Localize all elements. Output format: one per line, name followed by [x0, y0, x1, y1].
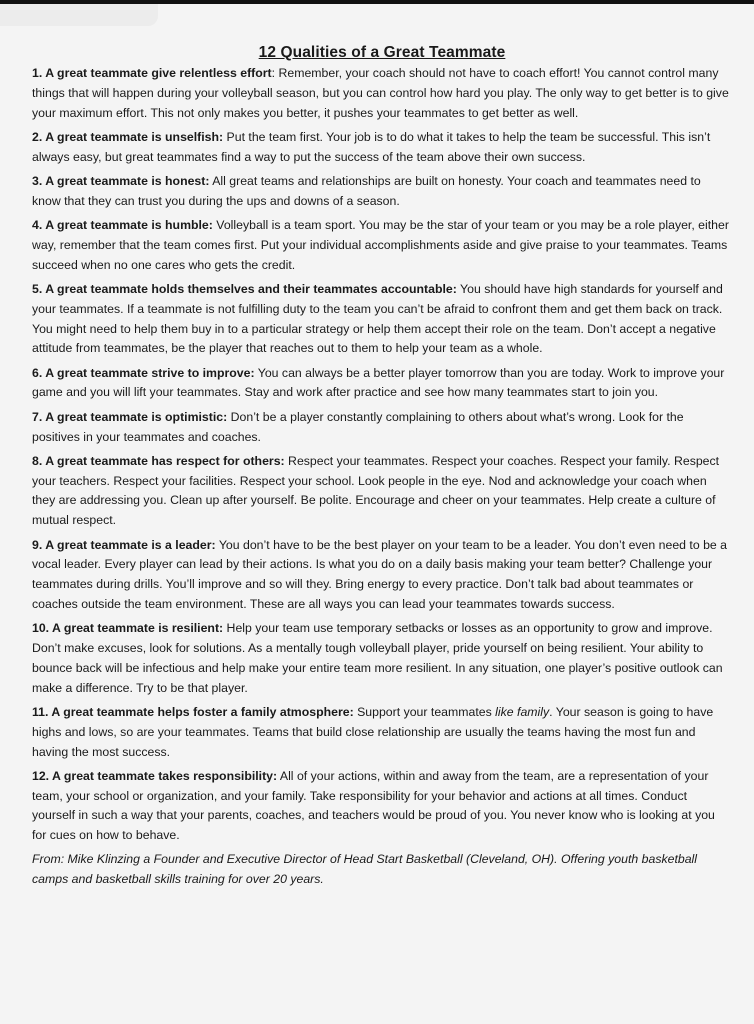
- quality-body: Support your teammates: [353, 704, 496, 719]
- attribution-footer: From: Mike Klinzing a Founder and Executive Director of Head Start Basketball (Cleveland, OH). Offering youth basketball camps and basketball skills training for over 20 years.: [32, 852, 698, 887]
- quality-heading: 2. A great teammate is unselfish:: [32, 129, 224, 144]
- document-page: [32, 44, 732, 890]
- quality-emphasis: like family: [495, 704, 550, 719]
- quality-body: Volleyball is a team sport. You may be the star of your team or you may be a role player, either way, remember that the team comes first. Put your individual accomplishments aside and give praise to your teammates. Teams succeed when no one cares who gets the credit.: [32, 218, 729, 272]
- quality-item-10: [32, 619, 732, 698]
- quality-item-6: [32, 364, 732, 404]
- quality-body: Remember, your coach should not have to coach effort! You cannot control many things that will happen during your volleyball season, but you can control how hard you play. The only way to get better is to give your maximum effort. This not only makes you better, it pushes your teammates to get better as well.: [32, 66, 729, 120]
- quality-heading: 3. A great teammate is honest:: [32, 173, 210, 188]
- quality-heading: 11. A great teammate helps foster a family atmosphere:: [32, 704, 354, 719]
- quality-heading: 1. A great teammate give relentless effort: [32, 66, 272, 80]
- quality-item-7: [32, 408, 732, 448]
- quality-body: Help your team use temporary setbacks or losses as an opportunity to grow and improve. Don’t make excuses, look for solutions. As a mentally tough volleyball player, pride yourself on being resilient. Your ability to bounce back will be infectious and help make your entire team more resilient. In any situation, one player’s positive outlook can make a difference. Try to be that player.: [32, 621, 723, 695]
- quality-body: You should have high standards for yourself and your teammates. If a teammate is not fulfilling duty to the team you can’t be afraid to confront them and get them back on track. You might need to help them buy in to a particular strategy or help them accept their role on the team. Don’t accept a negative attitude from teammates, be the player that reaches out to them to help your team as a whole.: [32, 281, 723, 356]
- quality-item-11: [32, 703, 732, 762]
- quality-heading: 12. A great teammate takes responsibility:: [32, 768, 278, 783]
- quality-item-4: [32, 216, 732, 275]
- quality-sep: :: [271, 66, 276, 80]
- quality-item-5: [32, 280, 732, 359]
- faded-tab: [0, 4, 158, 26]
- quality-item-9: [32, 536, 732, 615]
- quality-item-1: [32, 64, 732, 123]
- quality-heading: 8. A great teammate has respect for others:: [32, 453, 285, 468]
- quality-body: Put the team first. Your job is to do what it takes to help the team be successful. This isn’t always easy, but great teammates find a way to put the success of the team above their own success.: [32, 129, 711, 164]
- quality-heading: 9. A great teammate is a leader:: [32, 537, 216, 552]
- quality-item-12: [32, 767, 732, 846]
- quality-body: You can always be a better player tomorrow than you are today. Work to improve your game and you will lift your teammates. Stay and work after practice and see how many teammates start to join you.: [32, 365, 725, 400]
- quality-body: All great teams and relationships are built on honesty. Your coach and teammates need to know that they can trust you during the ups and downs of a season.: [32, 173, 701, 208]
- quality-body: All of your actions, within and away from the team, are a representation of your team, your school or organization, and your family. Take responsibility for your behavior and actions at all times. Conduct yourself in such a way that your parents, coaches, and teachers would be proud of you. You never know who is looking at you for cues on how to behave.: [32, 768, 715, 843]
- quality-heading: 10. A great teammate is resilient:: [32, 621, 224, 636]
- quality-body: You don’t have to be the best player on your team to be a leader. You don’t even need to be a vocal leader. Every player can lead by their actions. Is what you do on a daily basis making your team better? Challenge your teammates during drills. You’ll improve and so will they. Bring energy to every practice. Don’t talk bad about teammates or coaches outside the team environment. These are all ways you can lead your teammates towards success.: [32, 537, 728, 611]
- quality-body: Respect your teammates. Respect your coaches. Respect your family. Respect your teachers. Respect your facilities. Respect your school. Look people in the eye. Nod and acknowledge your coach when they are addressing you. Clean up after yourself. Be polite. Encourage and cheer on your teammates. Help create a culture of mutual respect.: [32, 453, 720, 528]
- quality-heading: 6. A great teammate strive to improve:: [32, 365, 255, 380]
- quality-heading: 7. A great teammate is optimistic:: [32, 409, 228, 424]
- quality-item-2: [32, 128, 732, 168]
- quality-body-continued: . Your season is going to have highs and lows, so are your teammates. Teams that build close relationship are usually the teams having the most fun and having the most success.: [32, 704, 714, 759]
- quality-heading: 4. A great teammate is humble:: [32, 218, 213, 233]
- quality-body: Don’t be a player constantly complaining to others about what’s wrong. Look for the positives in your teammates and coaches.: [32, 409, 684, 444]
- quality-heading: 5. A great teammate holds themselves and their teammates accountable:: [32, 281, 457, 296]
- document-title: 12 Qualities of a Great Teammate: [258, 44, 506, 61]
- quality-item-3: [32, 172, 732, 212]
- quality-item-8: [32, 452, 732, 531]
